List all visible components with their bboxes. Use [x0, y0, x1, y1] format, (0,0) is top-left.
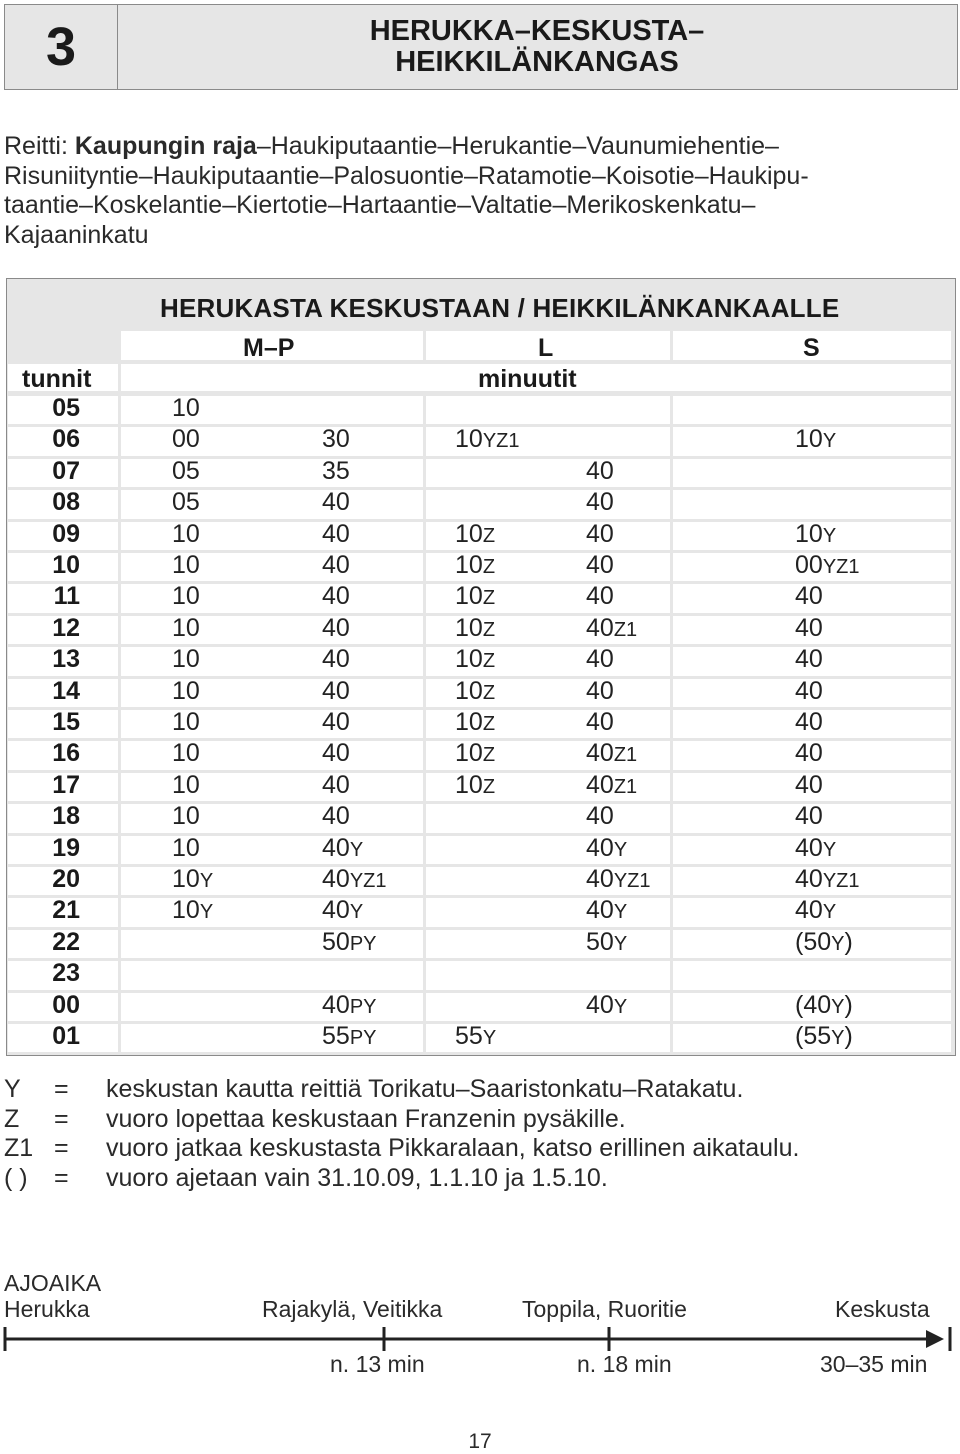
minute-mp2: 40YZ1	[322, 865, 387, 893]
minute-mp2: 40	[322, 770, 350, 799]
table-cell	[121, 804, 423, 832]
table-cell	[121, 927, 423, 958]
minute-l2: 40	[586, 456, 614, 485]
legend-key: Z1	[4, 1134, 34, 1162]
legend-eq: =	[54, 1163, 69, 1192]
table-cell	[121, 427, 423, 455]
table-cell	[673, 459, 951, 487]
route-line4: Kajaaninkatu	[4, 220, 149, 249]
minute-l2: 40YZ1	[586, 865, 651, 893]
minute-l1: 10Z	[455, 582, 496, 611]
stop-keskusta: Keskusta	[835, 1296, 930, 1322]
route-number: 3	[5, 5, 118, 89]
minute-mp1: 10	[172, 676, 200, 705]
minute-mp1: 10	[172, 519, 200, 548]
route-description	[4, 132, 956, 250]
column-mp: M–P	[243, 334, 295, 362]
table-cell	[121, 396, 423, 424]
minute-l2: 40Y	[586, 833, 628, 862]
minute-l2: 40	[586, 645, 614, 674]
minute-l2: 40Y	[586, 896, 628, 925]
minute-l2: 40	[586, 802, 614, 831]
hour-cell: 22	[52, 927, 80, 956]
route-line2: Risuniityntie–Haukiputaantie–Palosuontie–Ratamotie–Koisotie–Haukipu-	[4, 161, 809, 190]
legend-text: vuoro jatkaa keskustasta Pikkaralaan, katso erillinen aikataulu.	[106, 1134, 800, 1162]
legend-eq: =	[54, 1104, 69, 1133]
minute-l1: 10Z	[455, 519, 496, 548]
minute-mp1: 10Y	[172, 896, 214, 925]
minute-mp2: 40	[322, 676, 350, 705]
minute-mp1: 10	[172, 613, 200, 642]
stop-rajakyla: Rajakylä, Veitikka	[262, 1296, 443, 1322]
minute-l2: 40Z1	[586, 739, 638, 768]
hour-cell: 06	[52, 425, 80, 454]
minute-mp1: 10Y	[172, 865, 214, 893]
table-cell	[121, 741, 423, 769]
table-cell	[121, 490, 423, 518]
minute-l2: 40Z1	[586, 770, 638, 799]
minute-s: 40	[795, 739, 823, 768]
minute-s: 40Y	[795, 833, 837, 862]
minute-l1: 10Z	[455, 708, 496, 736]
time-keskusta: 30–35 min	[820, 1351, 928, 1377]
minute-s: 40	[795, 770, 823, 799]
minute-mp1: 10	[172, 394, 200, 422]
minute-l2: 40	[586, 708, 614, 736]
table-cell	[426, 396, 670, 424]
minute-s: 40	[795, 582, 823, 611]
table-cell	[121, 584, 423, 612]
minute-s: 40	[795, 645, 823, 674]
hour-cell: 09	[52, 519, 80, 548]
minute-mp2: 40	[322, 739, 350, 768]
legend-key: ( )	[4, 1163, 28, 1192]
hour-cell: 11	[53, 582, 80, 611]
legend-eq: =	[54, 1075, 69, 1103]
table-cell	[121, 898, 423, 926]
route-title-line1: HERUKKA–KESKUSTA–	[369, 15, 705, 47]
minute-mp2: 55PY	[322, 1022, 377, 1050]
route-start: Kaupungin raja	[74, 132, 257, 160]
minute-mp2: 30	[322, 425, 350, 454]
timeline-arrow-icon	[926, 1330, 944, 1348]
hour-cell: 14	[52, 676, 80, 705]
table-cell	[426, 456, 670, 487]
table-cell	[121, 553, 423, 581]
table-cell	[121, 1024, 423, 1052]
minute-l2: 40Y	[586, 990, 628, 1019]
minute-mp2: 50PY	[322, 927, 377, 956]
minute-mp2: 35	[322, 456, 350, 485]
minute-mp2: 40	[322, 613, 350, 642]
minute-mp2: 40	[322, 802, 350, 831]
table-cell	[121, 519, 423, 550]
hour-cell: 10	[52, 551, 80, 579]
table-cell	[121, 613, 423, 644]
legend-text: keskustan kautta reittiä Torikatu–Saaristonkatu–Ratakatu.	[106, 1075, 744, 1103]
stop-toppila: Toppila, Ruoritie	[522, 1296, 687, 1322]
hour-cell: 18	[52, 802, 80, 831]
table-cell	[121, 961, 423, 989]
table-cell	[426, 804, 670, 832]
table-cell	[426, 961, 670, 989]
hour-cell: 16	[52, 739, 80, 768]
minute-mp1: 00	[172, 425, 200, 454]
route-prefix: Reitti:	[4, 132, 75, 160]
table-cell	[426, 990, 670, 1021]
legend-eq: =	[54, 1134, 69, 1162]
hour-cell: 15	[52, 708, 80, 736]
minute-mp2: 40	[322, 488, 350, 517]
minute-mp1: 05	[172, 488, 200, 517]
hour-cell: 08	[52, 488, 80, 517]
hour-cell: 21	[52, 896, 80, 925]
table-cell	[426, 490, 670, 518]
minute-l2: 40	[586, 676, 614, 705]
ajoaika-timeline	[0, 1322, 960, 1356]
table-cell	[121, 676, 423, 707]
minute-l1: 10Z	[455, 770, 496, 799]
minute-l1: 10Z	[455, 739, 496, 768]
column-s: S	[803, 334, 820, 362]
minute-mp1: 05	[172, 456, 200, 485]
hours-label: tunnit	[22, 365, 92, 393]
minute-l2: 40	[586, 519, 614, 548]
minute-l1: 10Z	[455, 676, 496, 705]
minute-mp1: 10	[172, 551, 200, 579]
minute-l1: 10Z	[455, 613, 496, 642]
minute-mp1: 10	[172, 739, 200, 768]
page-number: 17	[468, 1430, 492, 1453]
minute-s: (40Y)	[795, 990, 853, 1019]
legend-key: Y	[4, 1075, 21, 1103]
minute-s: 40	[795, 802, 823, 831]
table-cell	[673, 490, 951, 518]
legend-key: Z	[4, 1104, 20, 1133]
table-cell	[121, 833, 423, 864]
table-cell	[673, 396, 951, 424]
table-cell	[121, 990, 423, 1021]
table-cell	[121, 710, 423, 738]
minute-mp2: 40	[322, 582, 350, 611]
minute-mp1: 10	[172, 770, 200, 799]
hour-cell: 01	[52, 1022, 80, 1050]
hour-cell: 23	[52, 959, 80, 988]
route-title-line2: HEIKKILÄNKANGAS	[395, 46, 679, 78]
minutes-label: minuutit	[478, 365, 577, 393]
timetable-title: HERUKASTA KESKUSTAAN / HEIKKILÄNKANKAALLE	[160, 293, 840, 323]
hour-cell: 07	[52, 456, 80, 485]
minute-s: (55Y)	[795, 1022, 853, 1050]
minute-s: 40YZ1	[795, 865, 860, 893]
minute-s: 40	[795, 708, 823, 736]
minute-s: 40	[795, 676, 823, 705]
minute-mp1: 10	[172, 708, 200, 736]
time-rajakyla: n. 13 min	[330, 1351, 425, 1377]
ajoaika-label: AJOAIKA	[4, 1270, 102, 1296]
legend-text: vuoro ajetaan vain 31.10.09, 1.1.10 ja 1.5.10.	[106, 1163, 608, 1192]
minute-l1: 10YZ1	[455, 425, 520, 454]
minute-l2: 40	[586, 582, 614, 611]
hour-cell: 12	[52, 613, 80, 642]
legend-text: vuoro lopettaa keskustaan Franzenin pysäkille.	[106, 1104, 626, 1133]
minute-mp2: 40	[322, 645, 350, 674]
table-cell	[426, 898, 670, 926]
minute-l1: 10Z	[455, 645, 496, 674]
minute-mp1: 10	[172, 645, 200, 674]
minute-s: 40	[795, 613, 823, 642]
minute-s: 40Y	[795, 896, 837, 925]
minute-mp1: 10	[172, 833, 200, 862]
column-l: L	[538, 334, 554, 362]
minute-l2: 50Y	[586, 927, 628, 956]
hour-cell: 17	[52, 770, 80, 799]
minute-mp2: 40Y	[322, 896, 364, 925]
hour-cell: 13	[52, 645, 80, 674]
minute-l1: 55Y	[455, 1022, 497, 1050]
route-header	[4, 4, 958, 90]
minute-s: 10Y	[795, 519, 837, 548]
route-line3: taantie–Koskelantie–Kiertotie–Hartaantie–Valtatie–Merikoskenkatu–	[4, 191, 756, 219]
minute-s: 10Y	[795, 425, 837, 454]
table-cell	[673, 961, 951, 989]
minute-l1: 10Z	[455, 551, 496, 579]
minute-s: (50Y)	[795, 927, 853, 956]
minute-l2: 40	[586, 488, 614, 517]
hour-cell: 00	[52, 990, 80, 1019]
stop-herukka: Herukka	[4, 1296, 90, 1322]
minute-mp2: 40	[322, 708, 350, 736]
minute-s: 00YZ1	[795, 551, 860, 579]
minute-mp1: 10	[172, 802, 200, 831]
table-cell	[121, 456, 423, 487]
table-cell	[426, 927, 670, 958]
hour-cell: 05	[52, 394, 80, 422]
minute-mp2: 40	[322, 519, 350, 548]
table-cell	[121, 647, 423, 675]
route-line1: –Haukiputaantie–Herukantie–Vaunumiehentie–	[256, 132, 779, 160]
minute-l2: 40Z1	[586, 613, 638, 642]
minute-mp2: 40	[322, 551, 350, 579]
table-cell	[121, 770, 423, 801]
table-cell	[426, 833, 670, 864]
minute-mp1: 10	[172, 582, 200, 611]
hour-cell: 19	[52, 833, 80, 862]
hour-cell: 20	[52, 865, 80, 893]
route-title	[117, 5, 957, 89]
minute-mp2: 40Y	[322, 833, 364, 862]
time-toppila: n. 18 min	[577, 1351, 672, 1377]
minute-mp2: 40PY	[322, 990, 377, 1019]
minute-l2: 40	[586, 551, 614, 579]
